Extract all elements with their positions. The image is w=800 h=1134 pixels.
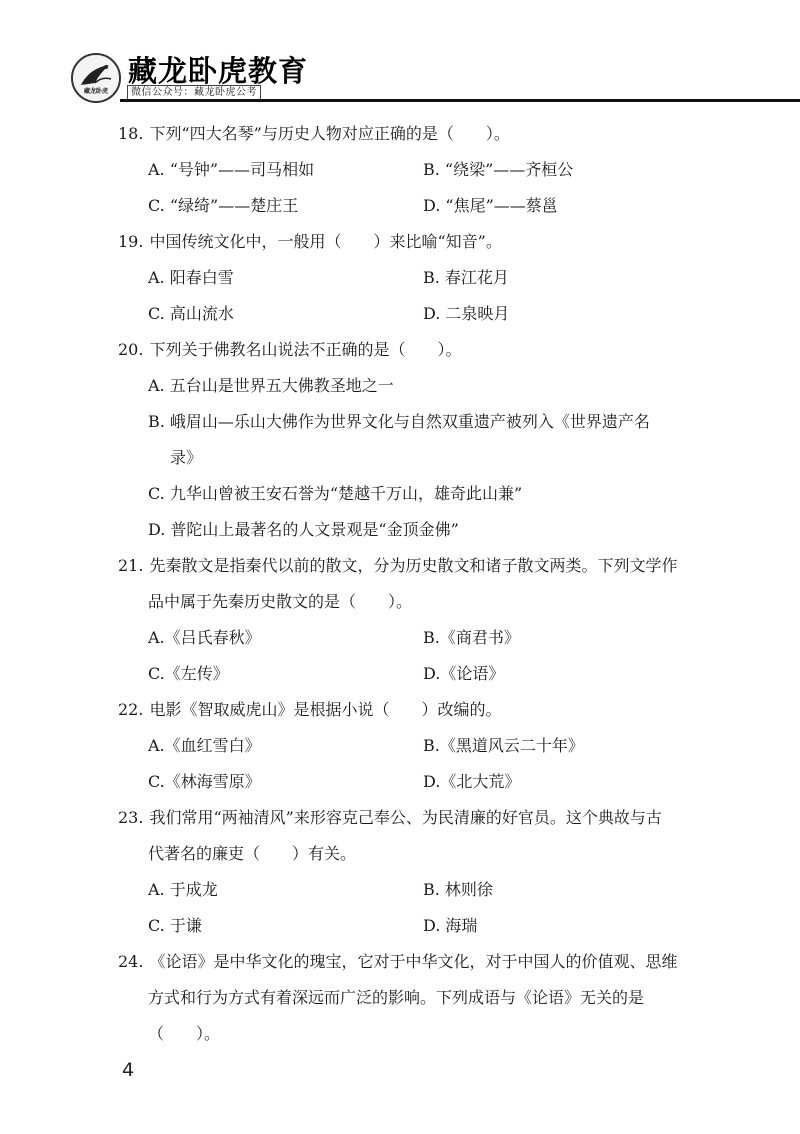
option-d: [423, 188, 698, 224]
option-a: [148, 872, 423, 908]
question-20: [118, 332, 728, 548]
option-d: [423, 296, 698, 332]
option-text: D. 普陀山上最著名的人文景观是“金顶金佛”: [148, 520, 459, 539]
question-number: 19.: [118, 232, 144, 251]
question-number: 23.: [118, 808, 144, 827]
question-21: [118, 548, 728, 692]
options: [118, 620, 728, 692]
option-text: C. 九华山曾被王安石誉为“楚越千万山，雄奇此山兼”: [148, 484, 523, 503]
option-b: [423, 152, 698, 188]
question-23: [118, 800, 728, 944]
option-d: [148, 512, 728, 548]
question-19: [118, 224, 728, 332]
brand-subtitle: 微信公众号：藏龙卧虎公考: [127, 85, 261, 100]
question-18: [118, 116, 728, 224]
options: [118, 368, 728, 548]
options: [118, 260, 728, 332]
question-22: [118, 692, 728, 800]
question-text: 先秦散文是指秦代以前的散文，分为历史散文和诸子散文两类。下列文学作: [149, 556, 678, 575]
page-header: [0, 0, 800, 112]
option-text: A. “号钟”——司马相如: [148, 160, 315, 179]
option-text: B. 林则徐: [423, 880, 493, 899]
brand-logo: [71, 53, 121, 103]
option-a: [148, 260, 423, 296]
option-text: A. 于成龙: [148, 880, 218, 899]
brand-title: 藏龙卧虎教育: [128, 54, 309, 88]
logo-text: 藏龙卧虎: [83, 88, 108, 95]
option-a: [148, 620, 423, 656]
question-number: 22.: [118, 700, 144, 719]
option-c: [148, 764, 423, 800]
page-number: 4: [122, 1059, 135, 1081]
option-d: [423, 908, 698, 944]
question-stem: [118, 224, 728, 260]
question-stem: [118, 548, 728, 584]
option-text: C. “绿绮”——楚庄王: [148, 196, 299, 215]
option-text: D.《北大荒》: [423, 772, 521, 791]
option-text: A.《血红雪白》: [148, 736, 261, 755]
options: [118, 728, 728, 800]
header-divider: [120, 99, 800, 102]
option-text: A. 阳春白雪: [148, 268, 234, 287]
option-d: [423, 656, 698, 692]
option-text: B.《黑道风云二十年》: [423, 736, 584, 755]
option-c: [148, 476, 728, 512]
question-text: 《论语》是中华文化的瑰宝，它对于中华文化，对于中国人的价值观、思维: [149, 952, 678, 971]
option-text: B.《商君书》: [423, 628, 520, 647]
question-stem-continued: 品中属于先秦历史散文的是（ ）。: [148, 592, 413, 611]
option-c: [148, 188, 423, 224]
option-b: [423, 728, 698, 764]
option-text: D. 海瑞: [423, 916, 478, 935]
option-a: [148, 368, 728, 404]
question-stem: [118, 800, 728, 836]
question-text: 下列关于佛教名山说法不正确的是（ ）。: [149, 340, 462, 359]
option-b: [148, 404, 728, 476]
option-text: B. 春江花月: [423, 268, 509, 287]
option-text: C. 高山流水: [148, 304, 234, 323]
question-number: 21.: [118, 556, 144, 575]
option-text: A.《吕氏春秋》: [148, 628, 261, 647]
option-text: B. 峨眉山—乐山大佛作为世界文化与自然双重遗产被列入《世界遗产名: [148, 412, 650, 431]
question-text: 电影《智取威虎山》是根据小说（ ）改编的。: [149, 700, 502, 719]
question-stem: [118, 332, 728, 368]
option-text: B. “绕梁”——齐桓公: [423, 160, 574, 179]
question-text: 中国传统文化中，一般用（ ）来比喻“知音”。: [149, 232, 502, 251]
question-number: 18.: [118, 124, 144, 143]
question-text: 下列“四大名琴”与历史人物对应正确的是（ ）。: [149, 124, 510, 143]
question-stem-continued: 方式和行为方式有着深远而广泛的影响。下列成语与《论语》无关的是: [148, 988, 645, 1007]
question-number: 20.: [118, 340, 144, 359]
question-list: [118, 116, 728, 1052]
question-stem: [118, 944, 728, 980]
option-a: [148, 152, 423, 188]
question-stem-continued: （ ）。: [148, 1024, 221, 1043]
option-b: [423, 260, 698, 296]
question-text: 我们常用“两袖清风”来形容克己奉公、为民清廉的好官员。这个典故与古: [149, 808, 662, 827]
options: [118, 152, 728, 224]
question-stem: [118, 692, 728, 728]
option-text: C.《林海雪原》: [148, 772, 261, 791]
option-text: C. 于谦: [148, 916, 202, 935]
question-stem-continued: 代著名的廉吏（ ）有关。: [148, 844, 357, 863]
option-text: D. “焦尾”——蔡邕: [423, 196, 558, 215]
option-c: [148, 908, 423, 944]
option-b: [423, 872, 698, 908]
option-text: A. 五台山是世界五大佛教圣地之一: [148, 376, 394, 395]
question-number: 24.: [118, 952, 144, 971]
option-c: [148, 296, 423, 332]
option-text: D. 二泉映月: [423, 304, 510, 323]
option-c: [148, 656, 423, 692]
option-a: [148, 728, 423, 764]
option-text-continued: 录》: [170, 448, 203, 467]
question-stem: [118, 116, 728, 152]
option-text: D.《论语》: [423, 664, 505, 683]
question-24: [118, 944, 728, 1052]
option-d: [423, 764, 698, 800]
option-text: C.《左传》: [148, 664, 229, 683]
option-b: [423, 620, 698, 656]
options: [118, 872, 728, 944]
